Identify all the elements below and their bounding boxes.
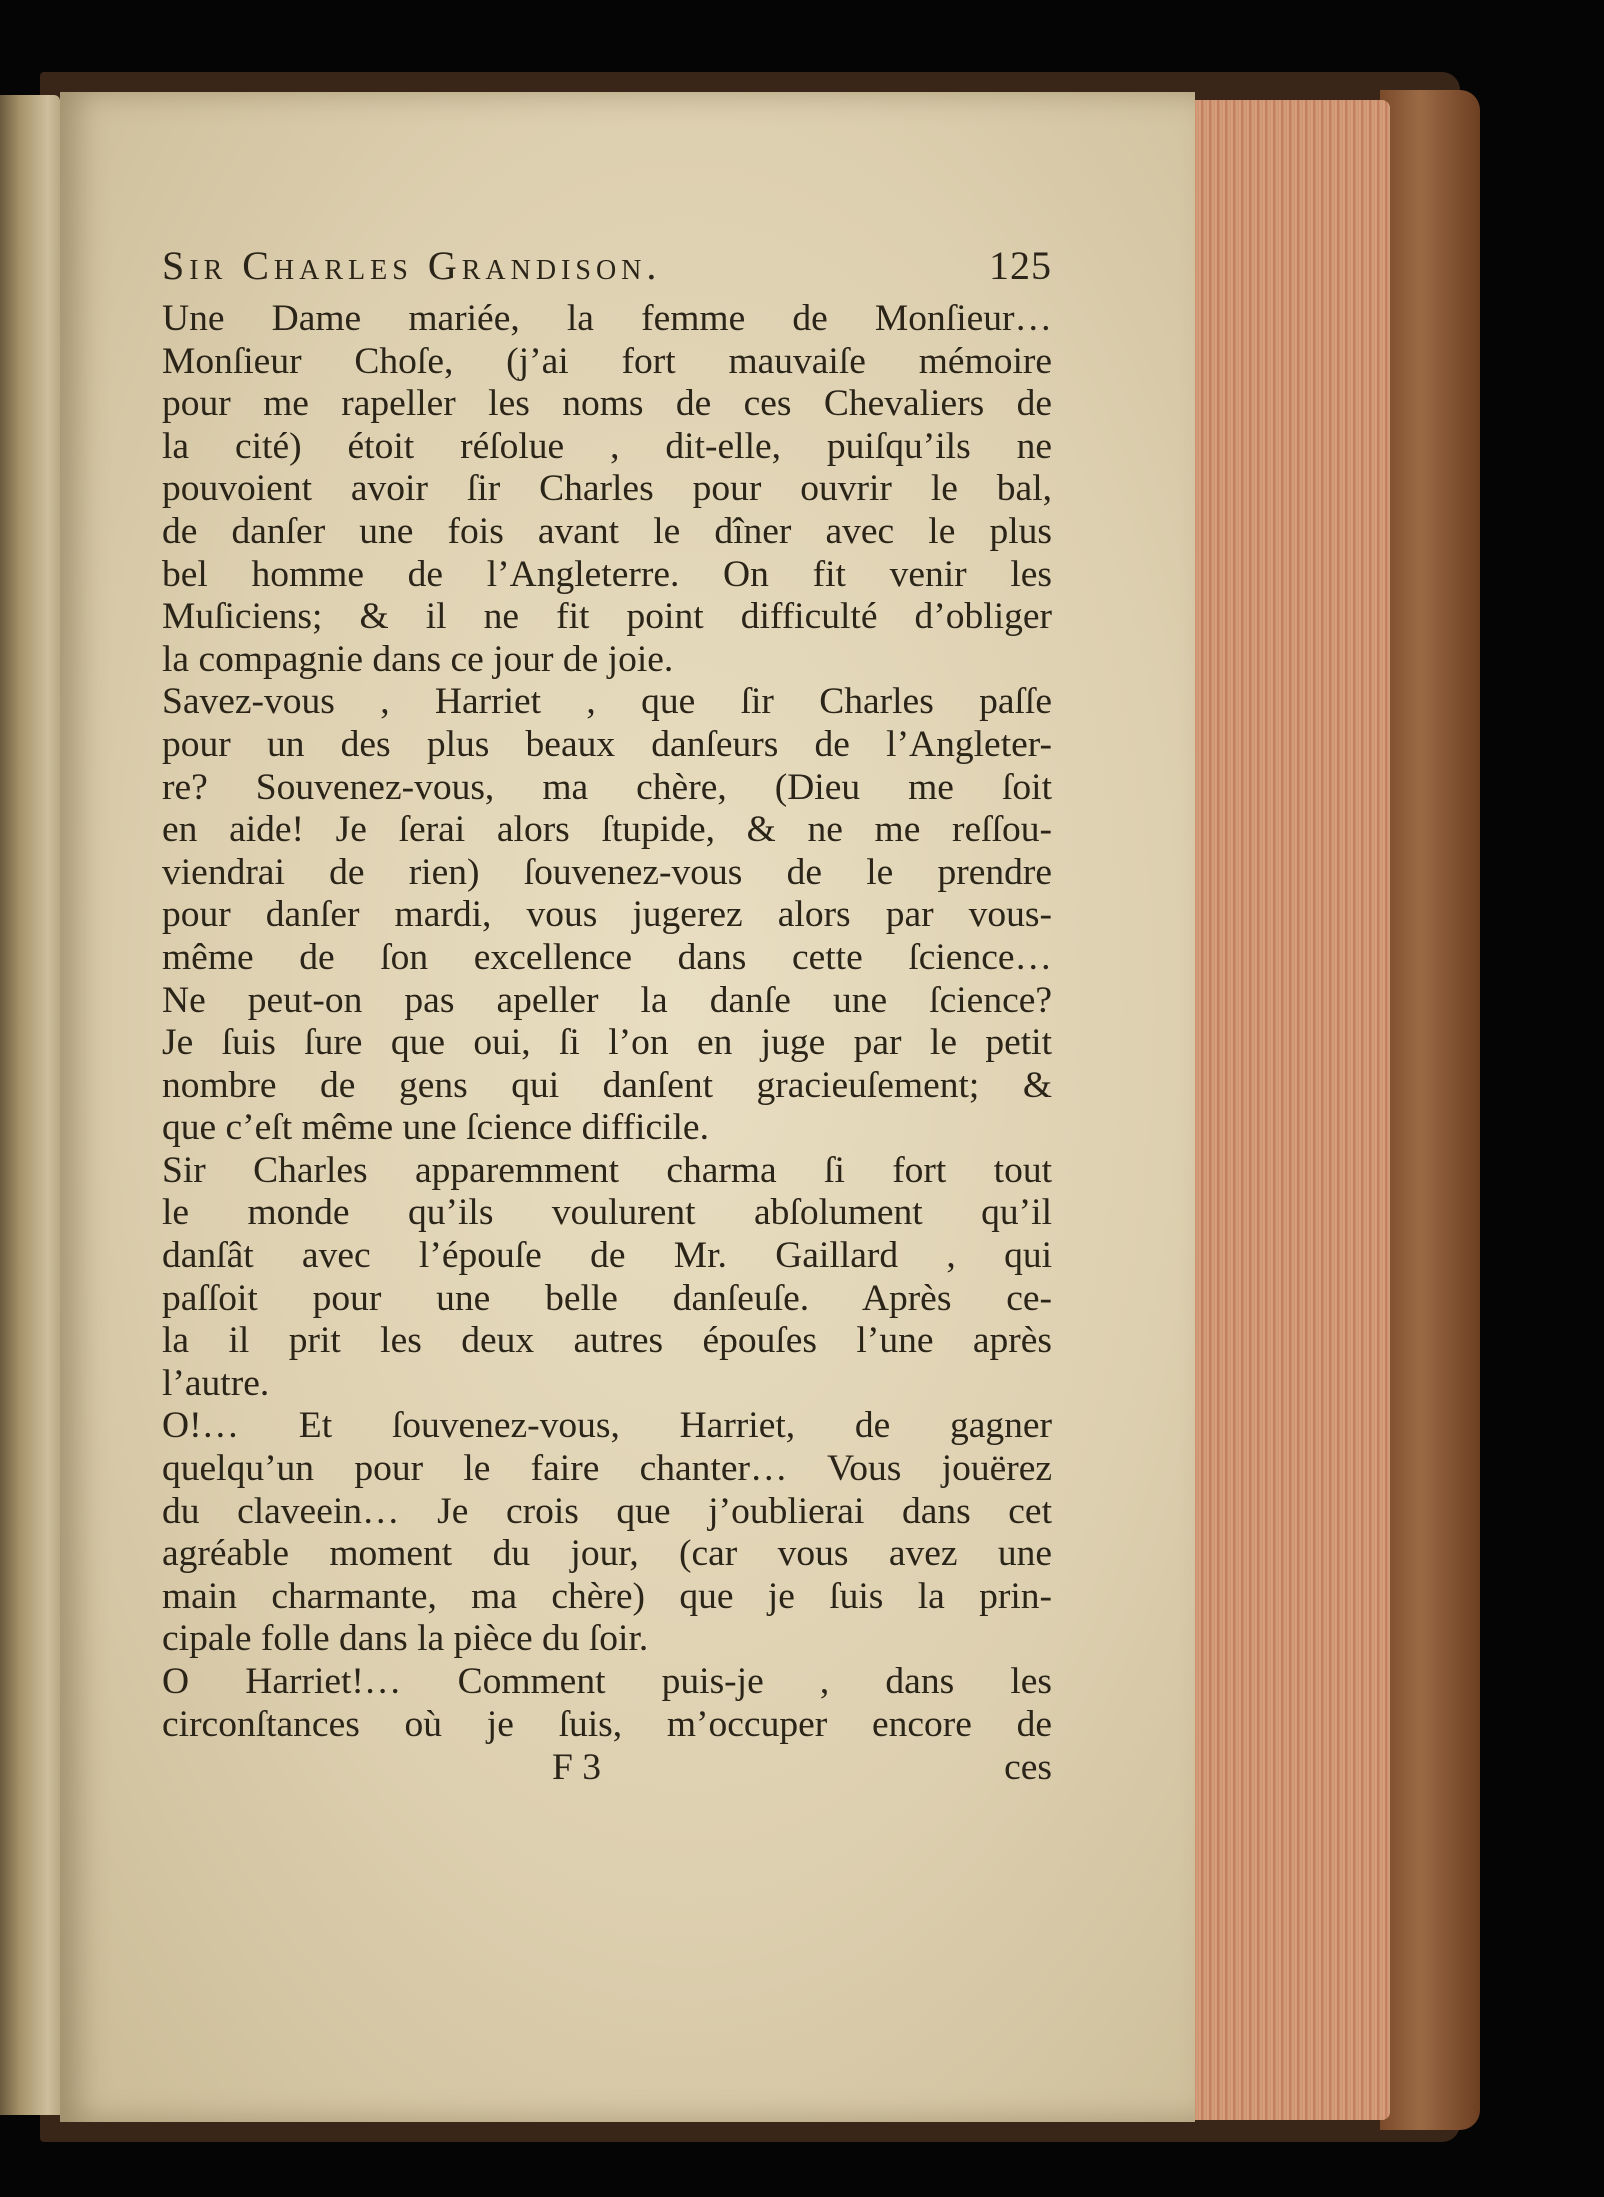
leather-binding xyxy=(1380,90,1480,2130)
text-line: que c’eſt même une ſcience difficile. xyxy=(162,1107,709,1149)
facing-page-edge xyxy=(0,95,60,2115)
text-line: la cité) étoit réſolue , dit-elle, puiſqu’ils ne xyxy=(162,425,1052,467)
text-line: bel homme de l’Angleterre. On fit venir les xyxy=(162,553,1052,595)
body-text xyxy=(162,298,1052,1746)
text-line: l’autre. xyxy=(162,1362,270,1404)
text-line: en aide! Je ſerai alors ſtupide, & ne me reſſou- xyxy=(162,809,1052,851)
text-line: pouvoient avoir ſir Charles pour ouvrir le bal, xyxy=(162,468,1052,510)
text-line: pour danſer mardi, vous jugerez alors par vous- xyxy=(162,894,1052,936)
catchword: ces xyxy=(1004,1747,1052,1789)
text-line: de danſer une fois avant le dîner avec le plus xyxy=(162,510,1052,552)
text-line: viendrai de rien) ſouvenez-vous de le prendre xyxy=(162,851,1052,893)
text-line: circonſtances où je ſuis, m’occuper encore de xyxy=(162,1703,1052,1745)
text-line: Je ſuis ſure que oui, ſi l’on en juge par le petit xyxy=(162,1022,1052,1064)
text-line: du claveein… Je crois que j’oublierai dans cet xyxy=(162,1490,1052,1532)
text-line: Sir Charles apparemment charma ſi fort tout xyxy=(162,1149,1052,1191)
text-line: danſât avec l’épouſe de Mr. Gaillard , qui xyxy=(162,1235,1052,1277)
text-line: la compagnie dans ce jour de joie. xyxy=(162,638,674,680)
text-line: nombre de gens qui danſent gracieuſement; & xyxy=(162,1064,1052,1106)
text-block xyxy=(162,242,1052,1788)
text-line: paſſoit pour une belle danſeuſe. Après ce- xyxy=(162,1277,1052,1319)
text-line: re? Souvenez-vous, ma chère, (Dieu me ſoit xyxy=(162,766,1052,808)
text-line: pour me rapeller les noms de ces Chevaliers de xyxy=(162,383,1052,425)
text-line: quelqu’un pour le faire chanter… Vous jouërez xyxy=(162,1448,1052,1490)
text-line: cipale folle dans la pièce du ſoir. xyxy=(162,1618,649,1660)
text-line: Monſieur Choſe, (j’ai fort mauvaiſe mémoire xyxy=(162,340,1052,382)
running-title: Sir Charles Grandison. xyxy=(162,243,662,288)
text-line: Une Dame mariée, la femme de Monſieur… xyxy=(162,298,1052,339)
text-line: Ne peut-on pas apeller la danſe une ſcience? xyxy=(162,979,1052,1021)
text-line: Muſiciens; & il ne fit point difficulté d’obliger xyxy=(162,596,1052,638)
text-line: main charmante, ma chère) que je ſuis la prin- xyxy=(162,1575,1052,1617)
signature-mark: F 3 xyxy=(552,1747,601,1789)
text-line: Savez-vous , Harriet , que ſir Charles paſſe xyxy=(162,681,1052,723)
text-line: O!… Et ſouvenez-vous, Harriet, de gagner xyxy=(162,1405,1052,1447)
page-number: 125 xyxy=(989,243,1052,288)
text-line: même de ſon excellence dans cette ſcience… xyxy=(162,936,1052,978)
book-page xyxy=(60,92,1195,2122)
page-footer xyxy=(162,1746,1052,1788)
page-fore-edge xyxy=(1190,100,1390,2120)
text-line: la il prit les deux autres épouſes l’une après xyxy=(162,1320,1052,1362)
text-line: pour un des plus beaux danſeurs de l’Angleter- xyxy=(162,723,1052,765)
running-header xyxy=(162,242,1052,296)
text-line: agréable moment du jour, (car vous avez une xyxy=(162,1533,1052,1575)
text-line: le monde qu’ils voulurent abſolument qu’il xyxy=(162,1192,1052,1234)
text-line: O Harriet!… Comment puis-je , dans les xyxy=(162,1661,1052,1702)
